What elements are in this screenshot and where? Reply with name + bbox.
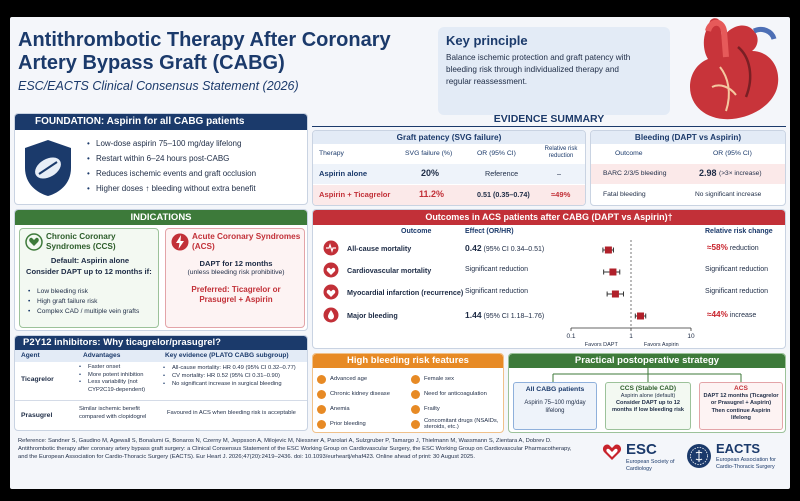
reference-text: Reference: Sandner S, Gaudino M, Agewall S, Bonalumi G, Bonaros N, Czerny M, Jeppsson A, Milojevic M, Niessner A, Parolari A, Sulzgruber P, Tamargo J, Thielmann M, Wassmann S, Zientara A, Dobrev D. Antithrombotic therapy after coronary artery bypass graft surgery: a Clinical Consensus Statement of the ESC Working Group on Cardiovascular Surgery, the ESC Working Group on Cardiovascular Pharmacotherapy, and the European Association for Cardio-Thoracic Surgery (EACTS). Eur Heart J. 2026;47(20):2419–2436. doi: 10.1093/eurheartj/ehaf423. Online ahead of print: 30 August 2025. <box>18 438 572 460</box>
outcomes-title: Outcomes in ACS patients after CABG (DAPT vs Aspirin)† <box>313 210 785 225</box>
graft-col-therapy: Therapy <box>319 150 344 157</box>
outcome-row-1-effect: 0.42 (95% CI 0.34–0.51) <box>465 243 545 253</box>
heart-circle-icon <box>25 233 43 251</box>
point-estimate <box>609 269 616 276</box>
x-tick-label: 1 <box>629 333 633 340</box>
shield-pill-icon <box>21 138 75 198</box>
heartbeat-icon <box>324 263 339 278</box>
outcomes-header-row: Outcome Effect (OR/HR) Relative risk change <box>401 228 773 235</box>
col-advantages: Advantages <box>83 352 121 359</box>
ccs-default: Default: Aspirin alone <box>50 256 130 265</box>
bleed-feature-item <box>317 402 409 416</box>
list-item: • Low-dose aspirin 75–100 mg/day lifelong <box>87 136 305 151</box>
risk-feature-icon <box>317 420 326 429</box>
acs-box <box>165 228 305 328</box>
risk-feature-label: Frailty <box>424 405 440 412</box>
indications-panel <box>14 209 308 331</box>
outcome-row-2-change: Significant reduction <box>705 266 769 273</box>
outcome-row-1-name: All-cause mortality <box>347 244 412 253</box>
heart-infarct-icon <box>324 285 339 300</box>
x-tick-label: 0.1 <box>566 333 576 340</box>
eacts-sub: European Association for Cardio-Thoracic Surgery <box>716 457 776 470</box>
list-item: • No significant increase in surgical bleeding <box>163 380 307 388</box>
list-item: • More potent inhibition <box>79 372 163 380</box>
p2y12-header-row <box>15 350 308 362</box>
outcome-icons <box>323 240 339 326</box>
risk-feature-icon <box>317 375 326 384</box>
acs-dapt-note: (unless bleeding risk prohibitive) <box>187 269 285 276</box>
bleed-features-title: High bleeding risk features <box>313 354 503 368</box>
risk-feature-icon <box>317 405 326 414</box>
esc-name: ESC <box>626 441 657 458</box>
heart-illustration-icon <box>650 17 790 121</box>
outcome-row-4-change: ≈44% increase <box>707 310 757 319</box>
key-principle-box <box>438 27 670 115</box>
strategy-acs-box: ACS DAPT 12 months (Ticagrelor or Prasugrel + Aspirin) Then continue Aspirin lifelong <box>699 382 783 430</box>
graft-col-svg: SVG failure (%) <box>405 150 453 157</box>
graft-panel <box>312 130 586 206</box>
list-item: • Reduces ischemic events and graft occlusion <box>87 166 305 181</box>
x-tick-label: 10 <box>687 333 695 340</box>
acs-title: Acute Coronary Syndromes (ACS) <box>192 232 301 251</box>
ccs-consider: Consider DAPT up to 12 months if: <box>26 267 152 276</box>
outcome-row-4-effect: 1.44 (95% CI 1.18–1.76) <box>465 310 545 320</box>
prasugrel-advantages: Similar ischemic benefit compared with clopidogrel <box>79 406 147 420</box>
risk-feature-icon <box>411 405 420 414</box>
list-item: • Complex CAD / multiple vein grafts <box>28 307 158 317</box>
outcome-row-4-name: Major bleeding <box>347 311 398 320</box>
acs-preferred: Preferred: Ticagrelor or Prasugrel + Aspirin <box>191 285 281 304</box>
outcome-row-2-effect: Significant reduction <box>465 266 529 273</box>
graft-title: Graft patency (SVG failure) <box>313 131 585 144</box>
outcome-row-3-effect: Significant reduction <box>465 288 529 295</box>
agent-prasugrel: Prasugrel <box>21 412 53 419</box>
strategy-title: Practical postoperative strategy <box>509 354 785 368</box>
esc-logo <box>602 441 680 481</box>
lightning-icon <box>171 233 189 251</box>
risk-feature-icon <box>411 420 420 429</box>
ccs-list <box>28 287 158 317</box>
risk-feature-label: Prior bleeding <box>330 420 366 427</box>
key-principle-text: Balance ischemic protection and graft patency with bleeding risk through individualized therapy and regular reassessment. <box>446 53 631 86</box>
heart-pulse-icon <box>324 241 339 256</box>
forest-plot <box>563 240 699 348</box>
list-item: • Higher doses ↑ bleeding without extra benefit <box>87 181 305 196</box>
bleed-feature-item <box>411 417 503 431</box>
key-principle-title: Key principle <box>446 33 528 48</box>
point-estimate <box>605 247 612 254</box>
blood-drop-icon <box>324 308 339 323</box>
strategy-connectors <box>509 368 786 382</box>
risk-feature-label: Female sex <box>424 375 454 382</box>
list-item: • Less variability (not CYP2C19-dependent) <box>79 379 163 394</box>
graft-col-or: OR (95% CI) <box>477 150 516 157</box>
eacts-emblem-icon <box>686 443 712 469</box>
risk-feature-label: Anemia <box>330 405 350 412</box>
bleed-feature-item <box>317 387 409 401</box>
list-item: • High graft failure risk <box>28 297 158 307</box>
table-row: Fatal bleeding No significant increase <box>603 191 762 198</box>
strategy-panel <box>508 353 786 433</box>
acs-dapt: DAPT for 12 months <box>199 259 273 268</box>
list-item: • All-cause mortality: HR 0.49 (95% CI 0.32–0.77) <box>163 364 307 372</box>
list-item: • CV mortality: HR 0.52 (95% CI 0.31–0.90) <box>163 372 307 380</box>
risk-feature-label: Concomitant drugs (NSAIDs, steroids, etc.) <box>424 417 499 430</box>
prasugrel-evidence: Favoured in ACS when bleeding risk is acceptable <box>167 410 296 416</box>
ccs-title: Chronic Coronary Syndromes (CCS) <box>46 232 116 251</box>
table-row: BARC 2/3/5 bleeding 2.98 (>3× increase) <box>591 164 786 184</box>
col-evidence: Key evidence (PLATO CABG subgroup) <box>165 352 289 359</box>
strategy-all-box: All CABG patients Aspirin 75–100 mg/day lifelong <box>513 382 597 430</box>
foundation-title: FOUNDATION: Aspirin for all CABG patients <box>15 114 307 130</box>
bleed-feature-item <box>411 387 503 401</box>
graft-header-row <box>313 145 586 163</box>
evidence-header <box>312 113 786 127</box>
p2y12-panel <box>14 335 308 431</box>
bleeding-header-row: Outcome OR (95% CI) <box>615 150 752 157</box>
bleed-feature-item <box>317 417 409 431</box>
table-row: Aspirin alone 20% Reference – <box>313 164 586 184</box>
col-agent: Agent <box>21 352 40 359</box>
foundation-panel <box>14 113 308 205</box>
bleed-feature-item <box>411 372 503 386</box>
evidence-title: EVIDENCE SUMMARY <box>493 113 605 125</box>
outcome-row-2-name: Cardiovascular mortality <box>347 266 432 275</box>
page-subtitle: ESC/EACTS Clinical Consensus Statement (2026) <box>18 79 299 93</box>
ccs-box <box>19 228 159 328</box>
favors-aspirin-label: Favors Aspirin <box>643 342 679 348</box>
eacts-logo <box>686 441 786 481</box>
p2y12-title: P2Y12 inhibitors: Why ticagrelor/prasugrel? <box>15 336 307 350</box>
esc-heart-icon <box>602 443 622 461</box>
indications-title: INDICATIONS <box>15 210 307 225</box>
risk-feature-icon <box>317 390 326 399</box>
risk-feature-icon <box>411 375 420 384</box>
infographic <box>10 17 790 489</box>
bleed-features-panel <box>312 353 504 433</box>
risk-feature-label: Advanced age <box>330 375 368 382</box>
list-item: • Low bleeding risk <box>28 287 158 297</box>
point-estimate <box>637 313 644 320</box>
risk-feature-icon <box>411 390 420 399</box>
outcome-row-3-name: Myocardial infarction (recurrence) <box>347 288 464 297</box>
strategy-ccs-box: CCS (Stable CAD) Aspirin alone (default) Consider DAPT up to 12 months if low bleeding risk <box>605 382 691 430</box>
point-estimate <box>612 291 619 298</box>
bleeding-panel <box>590 130 786 206</box>
ticagrelor-advantages <box>79 364 163 394</box>
outcome-row-3-change: Significant reduction <box>705 288 769 295</box>
outcomes-panel <box>312 209 786 349</box>
risk-feature-label: Chronic kidney disease <box>330 390 390 397</box>
outcome-row-1-change: ≈58% reduction <box>707 243 759 252</box>
list-item: • Restart within 6–24 hours post-CABG <box>87 151 305 166</box>
eacts-name: EACTS <box>716 441 761 456</box>
list-item: • Faster onset <box>79 364 163 372</box>
page-title: Antithrombotic Therapy After Coronary Artery Bypass Graft (CABG) <box>18 29 391 74</box>
bleeding-title: Bleeding (DAPT vs Aspirin) <box>591 131 785 144</box>
graft-col-rrr: Relative risk reduction <box>544 146 578 159</box>
bleed-feature-item <box>317 372 409 386</box>
table-row: Aspirin + Ticagrelor 11.2% 0.51 (0.35–0.74) ≈49% <box>313 185 586 205</box>
esc-sub: European Society of Cardiology <box>626 459 675 472</box>
foundation-list <box>87 136 305 196</box>
agent-ticagrelor: Ticagrelor <box>21 376 54 383</box>
bleed-feature-item <box>411 402 503 416</box>
favors-dapt-label: Favors DAPT <box>584 342 618 348</box>
ticagrelor-evidence <box>163 364 307 388</box>
risk-feature-label: Need for anticoagulation <box>424 390 487 397</box>
